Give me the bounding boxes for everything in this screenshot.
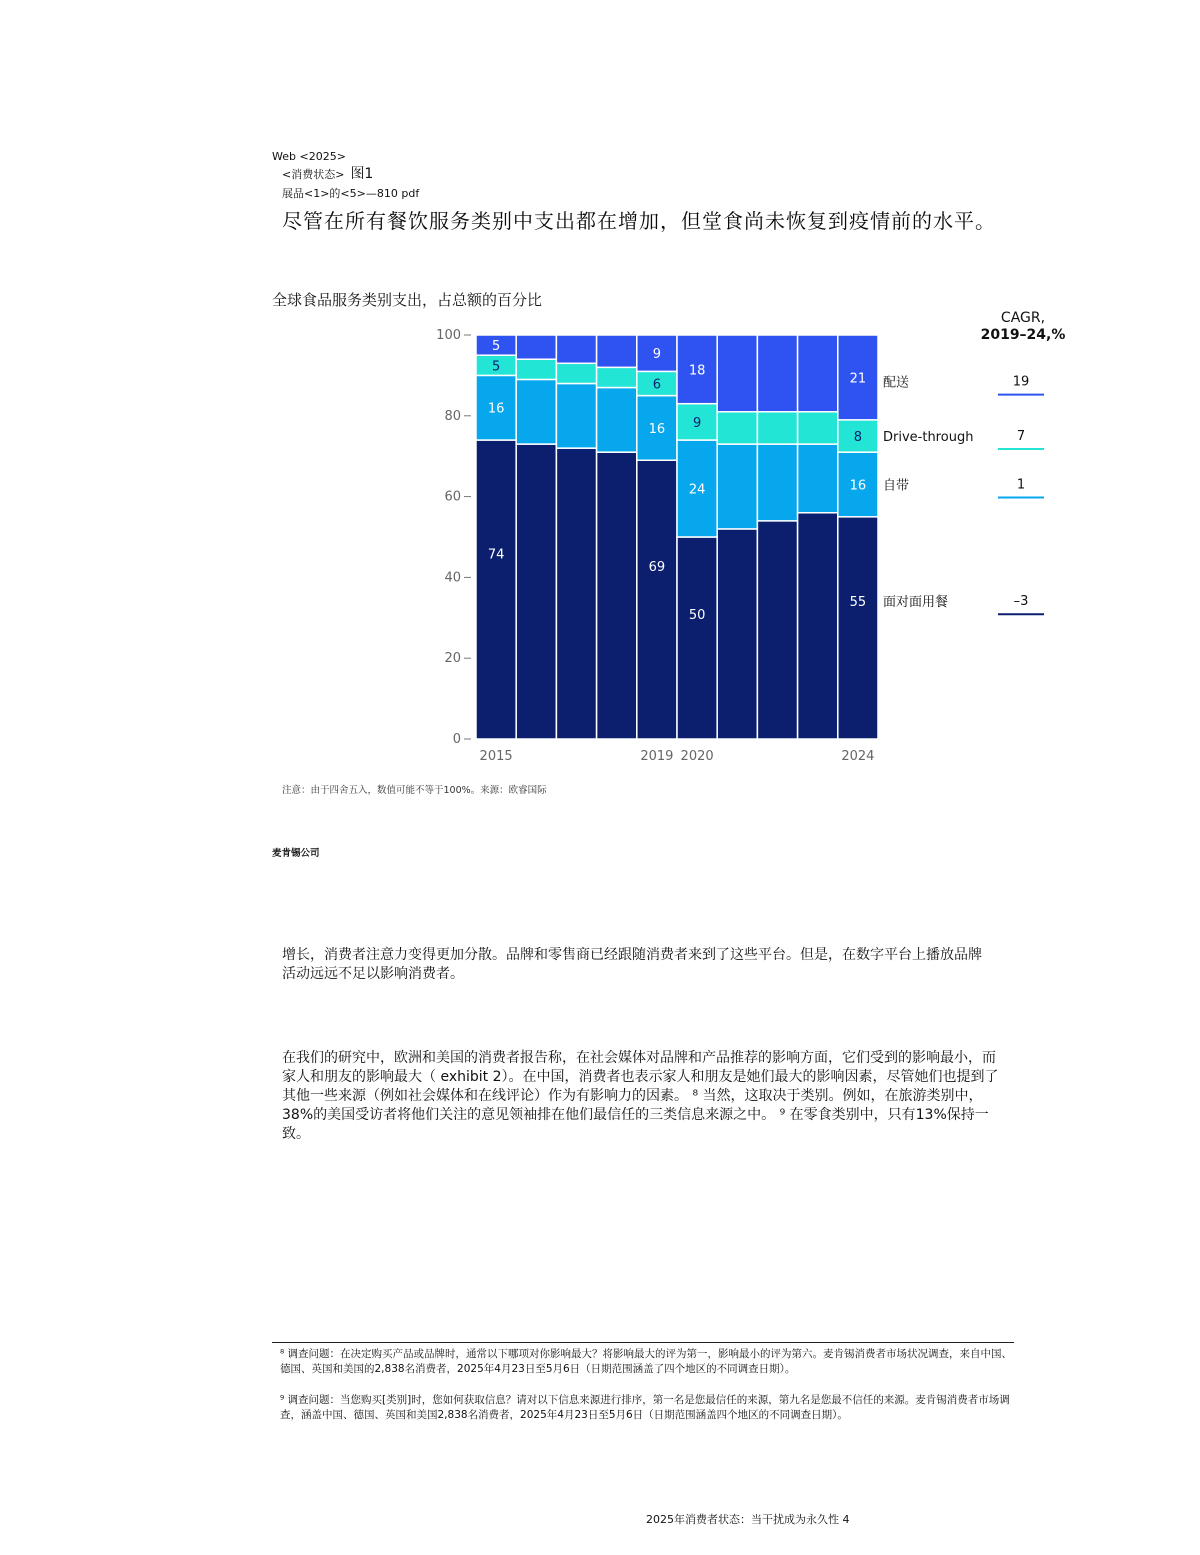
bar-data-label: 55	[849, 595, 867, 611]
bar-segment	[798, 513, 838, 739]
bar-data-label: 69	[648, 560, 666, 576]
bar-data-label: 74	[487, 547, 505, 563]
bar-data-label: 5	[491, 359, 501, 375]
bar-segment	[516, 444, 556, 739]
header-line-3: 展品<1>的<5>—810 pdf	[282, 187, 420, 200]
cagr-value: –3	[1013, 594, 1029, 610]
y-tick-label: 40	[444, 570, 461, 586]
bar-segment	[717, 335, 757, 412]
header-line-1: Web <2025>	[272, 150, 346, 163]
bar-segment	[757, 521, 797, 739]
footnote-8: ⁸ 调查问题：在决定购买产品或品牌时，通常以下哪项对你影响最大？将影响最大的评为第一，影响最小的评为第六。麦肯锡消费者市场状况调查，来自中国、德国、英国和美国的2,838名消费者，2025年4月23日至5月6日（日期范围涵盖了四个地区的不同调查日期）。	[280, 1348, 1013, 1375]
y-tick-label: 100	[436, 328, 461, 343]
bar-segment	[516, 359, 556, 379]
series-legend-label: 自带	[883, 478, 910, 494]
x-tick-label: 2015	[479, 749, 513, 764]
series-legend-label: 面对面用餐	[883, 595, 949, 611]
body-paragraph-2: 在我们的研究中，欧洲和美国的消费者报告称，在社会媒体对品牌和产品推荐的影响方面，它们受到的影响最小，而家人和朋友的影响最大（ exhibit 2）。在中国，消费者也表示家人和朋友是她们最大的影响因素，尽管她们也提到了其他一些来源（例如社会媒体和在线评论）作为有影响力的因素。 ⁸ 当然，这取决于类别。例如，在旅游类别中，38%的美国受访者将他们关注的意见领袖排在他们最信任的三类信息来源之中。 ⁹ 在零食类别中，只有13%保持一致。	[282, 1050, 999, 1142]
y-tick-label: 60	[444, 489, 461, 505]
bar-segment	[677, 537, 717, 739]
bar-segment	[717, 412, 757, 444]
bar-segment	[556, 363, 596, 383]
bar-segment	[757, 444, 797, 521]
page-footer: 2025年消费者状态：当干扰成为永久性 4	[646, 1513, 850, 1526]
bar-segment	[798, 444, 838, 513]
footnote-divider	[272, 1342, 1014, 1343]
bar-segment	[476, 440, 516, 739]
bar-segment	[757, 412, 797, 444]
series-legend-label: Drive-through	[883, 430, 974, 445]
figure-label: 图1	[350, 166, 374, 182]
body-paragraph-1: 增长，消费者注意力变得更加分散。品牌和零售商已经跟随消费者来到了这些平台。但是，在数字平台上播放品牌活动远远不足以影响消费者。	[282, 947, 982, 982]
y-tick-label: 80	[444, 408, 461, 424]
bar-data-label: 16	[648, 421, 666, 437]
bar-data-label: 9	[652, 347, 662, 363]
cagr-title: CAGR,	[1000, 310, 1046, 326]
footnote-9: ⁹ 调查问题：当您购买[类别]时，您如何获取信息？请对以下信息来源进行排序，第一名是您最信任的来源，第九名是您最不信任的来源。麦肯锡消费者市场调查，涵盖中国、德国、英国和美国2,838名消费者，2025年4月23日至5月6日（日期范围涵盖四个地区的不同调查日期）。	[280, 1394, 1010, 1421]
bar-data-label: 8	[853, 430, 863, 445]
cagr-value: 19	[1012, 374, 1030, 390]
bar-data-label: 6	[652, 377, 662, 393]
x-tick-label: 2020	[680, 749, 714, 764]
x-tick-label: 2019	[640, 749, 674, 764]
headline: 尽管在所有餐饮服务类别中支出都在增加，但堂食尚未恢复到疫情前的水平。	[282, 209, 996, 233]
bar-data-label: 24	[688, 482, 706, 498]
bar-segment	[717, 444, 757, 529]
bar-segment	[757, 335, 797, 412]
bar-data-label: 16	[487, 401, 505, 417]
bar-segment	[798, 335, 838, 412]
cagr-subtitle: 2019–24,%	[980, 327, 1066, 343]
bar-segment	[556, 448, 596, 739]
header-state-label: <消费状态>	[282, 168, 345, 181]
bar-segment	[798, 412, 838, 444]
bar-segment	[597, 452, 637, 739]
bar-segment	[838, 517, 878, 739]
series-legend-label: 配送	[883, 375, 910, 391]
bar-data-label: 16	[849, 478, 867, 494]
bar-segment	[597, 335, 637, 367]
chart-note: 注意：由于四舍五入，数值可能不等于100%。来源：欧睿国际	[282, 785, 547, 796]
publisher-name: 麦肯锡公司	[272, 848, 320, 859]
cagr-value: 7	[1016, 429, 1026, 444]
bar-segment	[556, 335, 596, 363]
bar-segment	[717, 529, 757, 739]
bar-segment	[597, 367, 637, 387]
bar-data-label: 18	[688, 363, 706, 379]
bar-segment	[556, 383, 596, 448]
bar-data-label: 5	[491, 339, 501, 355]
bar-segment	[516, 379, 556, 444]
bar-data-label: 50	[688, 607, 706, 623]
cagr-value: 1	[1016, 477, 1026, 493]
bar-data-label: 9	[692, 415, 702, 431]
y-tick-label: 0	[452, 732, 461, 747]
bar-data-label: 21	[849, 371, 867, 387]
bar-segment	[516, 335, 556, 359]
chart-title: 全球食品服务类别支出，占总额的百分比	[272, 291, 543, 309]
bar-segment	[637, 460, 677, 739]
x-tick-label: 2024	[841, 749, 875, 764]
y-tick-label: 20	[444, 651, 461, 667]
bar-segment	[597, 388, 637, 453]
